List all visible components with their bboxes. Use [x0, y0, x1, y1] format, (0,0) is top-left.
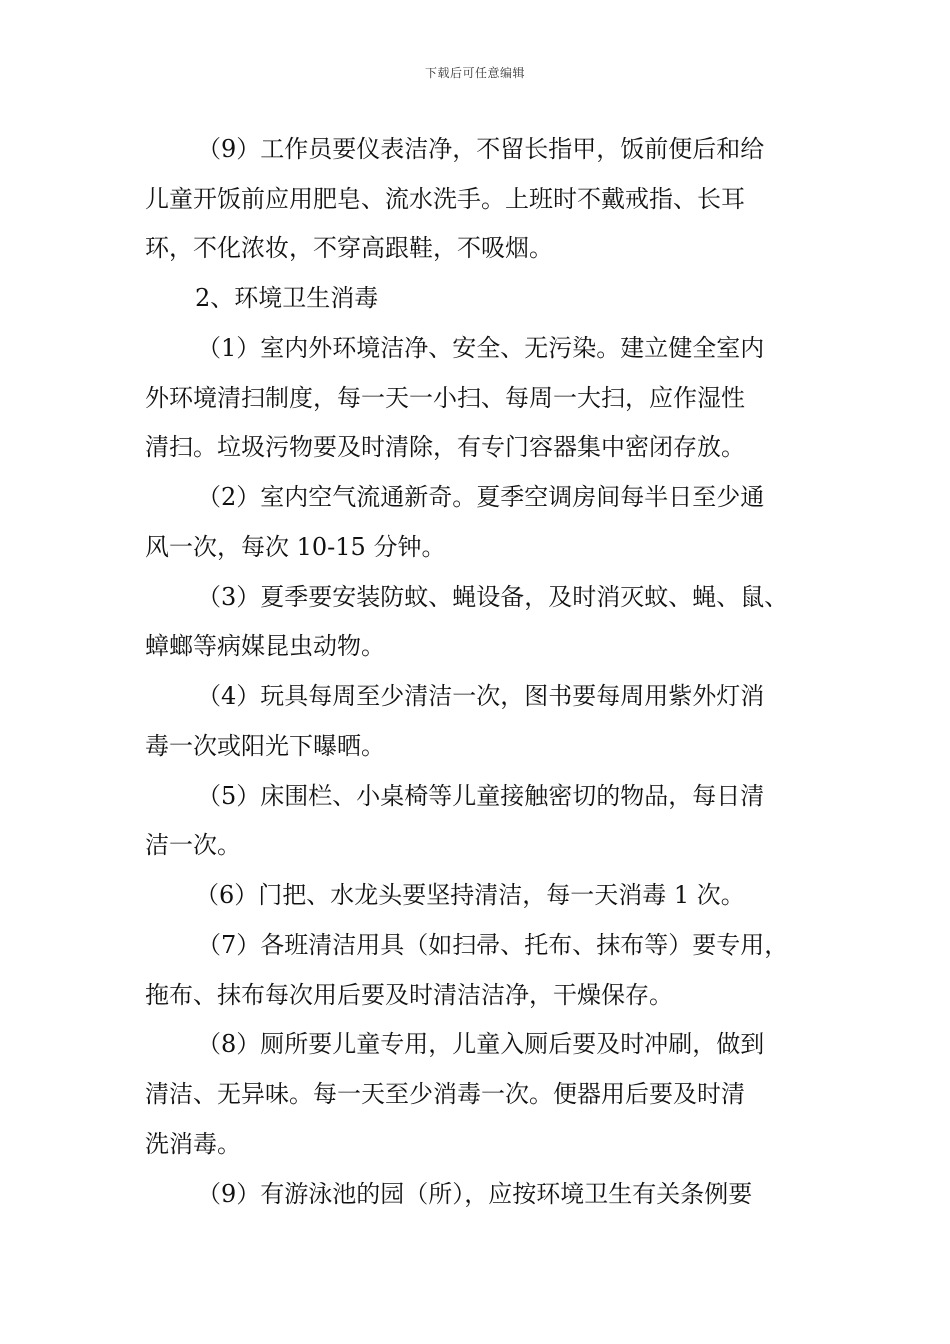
text-line: 洁一次。: [145, 831, 241, 859]
text-line: 儿童开饭前应用肥皂、流水洗手。上班时不戴戒指、长耳: [145, 185, 745, 213]
text-line: （8）厕所要儿童专用，儿童入厕后要及时冲刷，做到: [197, 1030, 765, 1058]
text-line: （7）各班清洁用具（如扫帚、托布、抹布等）要专用，: [197, 931, 789, 959]
text-line: （4）玩具每周至少清洁一次，图书要每周用紫外灯消: [197, 682, 765, 710]
text-line: （6）门把、水龙头要坚持清洁，每一天消毒 1 次。: [195, 881, 745, 909]
text-line: 清洁、无异味。每一天至少消毒一次。便器用后要及时清: [145, 1080, 745, 1108]
text-line: 清扫。垃圾污物要及时清除，有专门容器集中密闭存放。: [145, 433, 745, 461]
text-line: （1）室内外环境洁净、安全、无污染。建立健全室内: [197, 334, 765, 362]
text-line: 拖布、抹布每次用后要及时清洁洁净，干燥保存。: [145, 981, 673, 1009]
text-line: 环，不化浓妆，不穿高跟鞋，不吸烟。: [145, 234, 553, 262]
text-line: （9）有游泳池的园（所），应按环境卫生有关条例要: [197, 1180, 753, 1208]
text-line: （5）床围栏、小桌椅等儿童接触密切的物品，每日清: [197, 782, 765, 810]
text-line: 洗消毒。: [145, 1130, 241, 1158]
text-line: （3）夏季要安装防蚊、蝇设备，及时消灭蚊、蝇、鼠、: [197, 583, 789, 611]
text-line: 蟑螂等病媒昆虫动物。: [145, 632, 385, 660]
text-line: 外环境清扫制度，每一天一小扫、每周一大扫，应作湿性: [145, 384, 745, 412]
page-header: 下载后可任意编辑: [424, 66, 525, 80]
text-line: 风一次，每次 10-15 分钟。: [145, 533, 446, 561]
section-heading: 2、环境卫生消毒: [195, 284, 379, 312]
text-line: 毒一次或阳光下曝晒。: [145, 732, 385, 760]
text-line: （9）工作员要仪表洁净，不留长指甲，饭前便后和给: [197, 135, 765, 163]
text-line: （2）室内空气流通新奇。夏季空调房间每半日至少通: [197, 483, 765, 511]
